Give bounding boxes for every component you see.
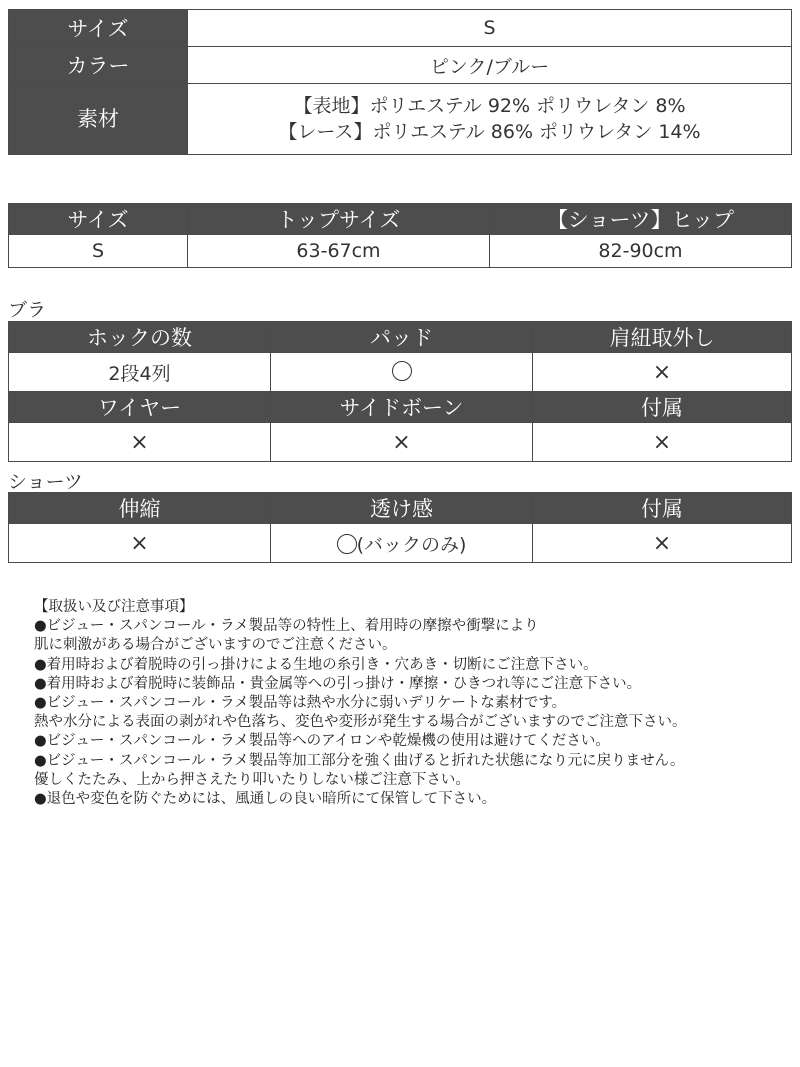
material-value: [188, 84, 792, 155]
care-note-line: ●ビジュー・スパンコール・ラメ製品等は熱や水分に弱いデリケートな素材です。: [34, 695, 567, 712]
care-note-line: 肌に刺激がある場合がございますのでご注意ください。: [34, 637, 397, 654]
circle-mark-icon: [337, 534, 357, 554]
size-header-top: トップサイズ: [188, 204, 490, 235]
size-cell-hip: 82-90cm: [490, 235, 792, 268]
shorts-header-sheer: 透け感: [271, 493, 533, 524]
size-value: S: [188, 10, 792, 47]
care-note-line: 優しくたたみ、上から押さえたり叩いたりしない様ご注意下さい。: [34, 771, 470, 788]
care-notes: [34, 598, 794, 809]
shorts-sheer-note: (バックのみ): [356, 533, 467, 556]
bra-section-label: ブラ: [8, 299, 47, 321]
basic-spec-table: [8, 9, 792, 155]
size-cell-size: S: [9, 235, 188, 268]
size-header-hip: 【ショーツ】ヒップ: [490, 204, 792, 235]
bra-header-sidebone: サイドボーン: [271, 392, 533, 423]
shorts-cell-sheer: [271, 524, 533, 563]
care-note-line: ●退色や変色を防ぐためには、風通しの良い暗所にて保管して下さい。: [34, 791, 497, 808]
shorts-header-stretch: 伸縮: [9, 493, 271, 524]
care-note-line: ●着用時および着脱時の引っ掛けによる生地の糸引き・穴あき・切断にご注意下さい。: [34, 656, 598, 673]
bra-cell-hooks: 2段4列: [9, 353, 271, 392]
shorts-cell-stretch: ×: [9, 524, 271, 563]
bra-header-accessory: 付属: [533, 392, 792, 423]
bra-header-strap: 肩紐取外し: [533, 322, 792, 353]
size-cell-top: 63-67cm: [188, 235, 490, 268]
care-note-line: ●ビジュー・スパンコール・ラメ製品等の特性上、着用時の摩擦や衝撃により: [34, 618, 539, 635]
bra-header-wire: ワイヤー: [9, 392, 271, 423]
material-line-1: 【表地】ポリエステル 92% ポリウレタン 8%: [293, 95, 686, 117]
shorts-header-accessory: 付属: [533, 493, 792, 524]
care-note-line: ●ビジュー・スパンコール・ラメ製品等加工部分を強く曲げると折れた状態になり元に戻りません。: [34, 752, 685, 769]
size-label: サイズ: [9, 10, 188, 47]
bra-cell-wire: ×: [9, 423, 271, 462]
material-label: 素材: [9, 84, 188, 155]
care-note-line: ●着用時および着脱時に装飾品・貴金属等への引っ掛け・摩擦・ひきつれ等にご注意下さい。: [34, 675, 642, 692]
bra-header-hooks: ホックの数: [9, 322, 271, 353]
bra-header-pad: パッド: [271, 322, 533, 353]
color-label: カラー: [9, 47, 188, 84]
shorts-section-label: ショーツ: [8, 471, 83, 493]
care-notes-heading: 【取扱い及び注意事項】: [34, 599, 194, 615]
color-value: ピンク/ブルー: [188, 47, 792, 84]
size-table: [8, 203, 792, 268]
size-header-size: サイズ: [9, 204, 188, 235]
care-note-line: 熱や水分による表面の剥がれや色落ち、変色や変形が発生する場合がございますのでご注意下さい。: [34, 714, 687, 731]
care-note-line: ●ビジュー・スパンコール・ラメ製品等へのアイロンや乾燥機の使用は避けてください。: [34, 733, 610, 750]
material-line-2: 【レース】ポリエステル 86% ポリウレタン 14%: [278, 121, 701, 143]
bra-cell-sidebone: ×: [271, 423, 533, 462]
shorts-cell-accessory: ×: [533, 524, 792, 563]
circle-mark-icon: [392, 361, 412, 381]
bra-cell-accessory: ×: [533, 423, 792, 462]
bra-spec-table: [8, 321, 792, 462]
bra-cell-strap: ×: [533, 353, 792, 392]
shorts-spec-table: [8, 492, 792, 563]
bra-cell-pad: [271, 353, 533, 392]
